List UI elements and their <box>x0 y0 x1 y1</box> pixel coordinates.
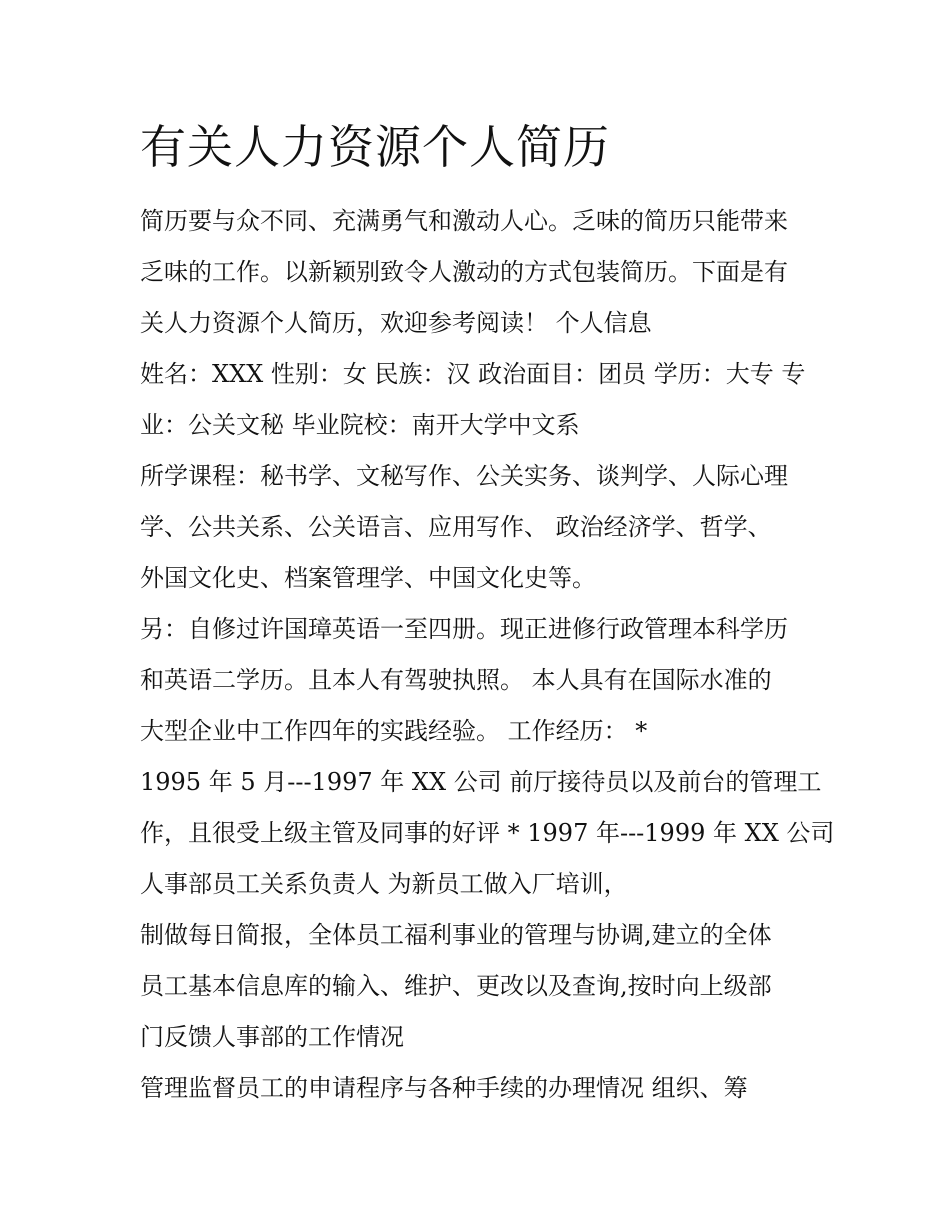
body-line: 作，且很受上级主管及同事的好评 * 1997 年---1999 年 XX 公司 <box>140 819 835 847</box>
body-line: 学、公共关系、公关语言、应用写作、 政治经济学、哲学、 <box>140 513 772 541</box>
body-line: 外国文化史、档案管理学、中国文化史等。 <box>140 564 596 592</box>
body-line: 制做每日简报，全体员工福利事业的管理与协调,建立的全体 <box>140 921 772 949</box>
document-title: 有关人力资源个人简历 <box>140 120 610 174</box>
document-body <box>140 196 835 1114</box>
body-line: 姓名：XXX 性别：女 民族：汉 政治面目：团员 学历：大专 专 <box>140 360 806 388</box>
body-line: 业：公关文秘 毕业院校：南开大学中文系 <box>140 411 580 439</box>
body-line: 简历要与众不同、充满勇气和激动人心。乏味的简历只能带来 <box>140 207 788 235</box>
body-line: 门反馈人事部的工作情况 <box>140 1023 404 1051</box>
body-line: 所学课程：秘书学、文秘写作、公关实务、谈判学、人际心理 <box>140 462 788 490</box>
body-line: 员工基本信息库的输入、维护、更改以及查询,按时向上级部 <box>140 972 772 1000</box>
body-line: 人事部员工关系负责人 为新员工做入厂培训， <box>140 870 628 898</box>
body-line: 管理监督员工的申请程序与各种手续的办理情况 组织、筹 <box>140 1074 748 1102</box>
body-line: 关人力资源个人简历，欢迎参考阅读！ 个人信息 <box>140 309 652 337</box>
body-line: 1995 年 5 月---1997 年 XX 公司 前厅接待员以及前台的管理工 <box>140 768 822 796</box>
body-line: 和英语二学历。且本人有驾驶执照。 本人具有在国际水准的 <box>140 666 772 694</box>
body-line: 大型企业中工作四年的实践经验。 工作经历： * <box>140 717 648 745</box>
body-line: 另：自修过许国璋英语一至四册。现正进修行政管理本科学历 <box>140 615 788 643</box>
body-line: 乏味的工作。以新颖别致令人激动的方式包装简历。下面是有 <box>140 258 788 286</box>
